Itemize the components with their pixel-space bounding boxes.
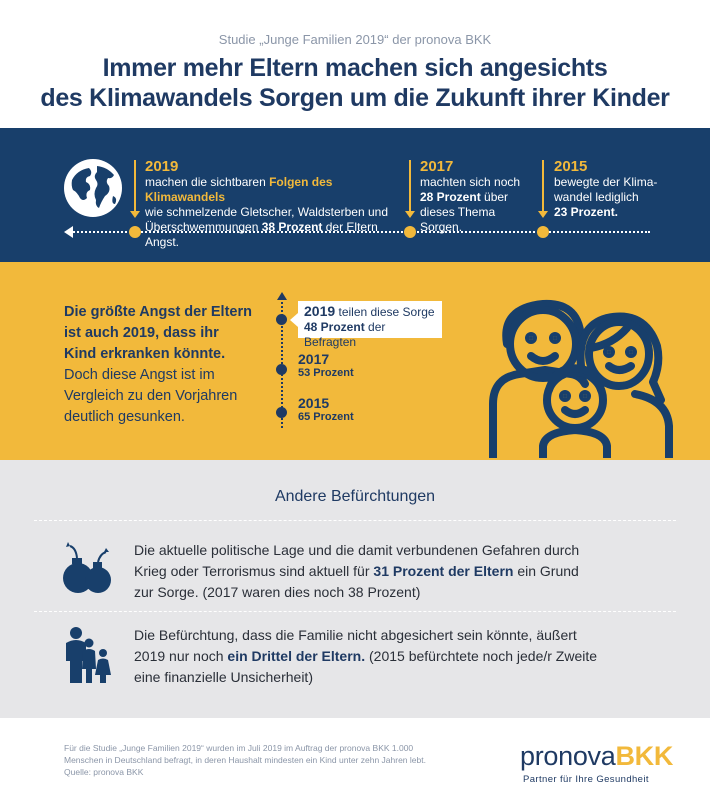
climate-timeline-section [0, 128, 710, 262]
text-2015-line1: bewegte der Klima- [554, 175, 658, 189]
arrow-2017-icon [409, 160, 411, 212]
text-2017-line2: 28 Prozent über [420, 190, 509, 204]
arrow-2019-icon [134, 160, 136, 212]
text-2019-line3: Überschwemmungen 38 Prozent der Eltern Angst. [145, 220, 378, 249]
text-2015-line3: 23 Prozent. [554, 205, 619, 219]
text-2017-line3: dieses Thema Sorgen. [420, 205, 496, 234]
callout-2019: 2019 teilen diese Sorge 48 Prozent der Befragten [298, 301, 442, 338]
terror-highlight: 31 Prozent der Eltern [373, 563, 514, 579]
illness-fear-text [64, 302, 264, 428]
timeline-dot-2019 [129, 226, 141, 238]
finance-highlight: ein Drittel der Eltern. [227, 648, 366, 664]
illness-2017: 2017 53 Prozent [298, 351, 354, 379]
timeline-2019 [145, 158, 395, 250]
family-icon [485, 286, 675, 458]
globe-icon [63, 158, 123, 218]
text-2017-line1: machten sich noch [420, 175, 521, 189]
vdot-2015 [276, 407, 287, 418]
pronova-bkk-logo: pronovaBKK [520, 741, 674, 771]
divider [34, 520, 676, 521]
arrow-2015-icon [542, 160, 544, 212]
study-subtitle: Studie „Junge Familien 2019“ der pronova BKK [218, 32, 492, 47]
logo-tagline: Partner für Ihre Gesundheit [523, 774, 649, 785]
vdot-2019 [276, 314, 287, 325]
callout-year: 2019 [304, 303, 336, 319]
timeline-axis [70, 231, 650, 233]
illness-2015: 2015 65 Prozent [298, 395, 354, 423]
fear-normal-2: Vergleich zu den Vorjahren [64, 388, 238, 404]
family-small-icon [58, 625, 118, 685]
fear-normal-3: deutlich gesunken. [64, 409, 185, 425]
title-line-1: Immer mehr Eltern machen sich angesichts [102, 54, 608, 82]
year-2017: 2017 [420, 158, 454, 175]
fear-bold-3: Kind erkranken könnte. [64, 346, 226, 362]
vdot-2017 [276, 364, 287, 375]
section-title: Andere Befürchtungen [274, 488, 436, 505]
callout-percent: 48 Prozent [304, 320, 365, 334]
other-fears-section [0, 460, 710, 718]
finance-text: Die Befürchtung, dass die Familie nicht abgesichert sein könnte, äußert 2019 nur noch ein Drittel der Eltern. (2015 befürchtete noch jede/r Zweite eine finanzielle Unsicherheit) [134, 627, 598, 685]
year-2015: 2015 [554, 158, 588, 175]
timeline-dot-2015 [537, 226, 549, 238]
text-2015-line2: wandel lediglich [554, 190, 639, 204]
header [0, 0, 710, 128]
title-line-2: des Klimawandels Sorgen um die Zukunft ihrer Kinder [40, 84, 670, 112]
divider [34, 611, 676, 612]
year-2019: 2019 [145, 158, 179, 175]
timeline-dot-2017 [404, 226, 416, 238]
illness-fear-section [0, 262, 710, 460]
source-note: Für die Studie „Junge Familien 2019“ wurden im Juli 2019 im Auftrag der pronova BKK 1.000 Menschen in Deutschland befragt, in deren Haushalt mindesten ein Kind unter zehn Jahren lebt. Quelle: pronova BKK [64, 743, 426, 777]
timeline-2017 [420, 158, 540, 235]
text-2019-line1: machen die sichtbaren Folgen des Klimawandels [145, 175, 333, 204]
terror-text: Die aktuelle politische Lage und die damit verbundenen Gefahren durch Krieg oder Terrorismus sind aktuell für 31 Prozent der Eltern ein Grund zur Sorge. (2017 waren dies noch 38 Prozent) [134, 542, 580, 600]
fear-normal-1: Doch diese Angst ist im [64, 367, 215, 383]
footer [0, 718, 710, 811]
text-2019-line2: wie schmelzende Gletscher, Waldsterben und [145, 205, 389, 219]
fear-bold-2: ist auch 2019, dass ihr [64, 325, 219, 341]
timeline-2015 [554, 158, 674, 220]
page-title [0, 53, 710, 113]
bomb-icon [58, 540, 118, 600]
fear-bold-1: Die größte Angst der Eltern [64, 304, 252, 320]
timeline-arrowhead-icon [64, 226, 73, 238]
